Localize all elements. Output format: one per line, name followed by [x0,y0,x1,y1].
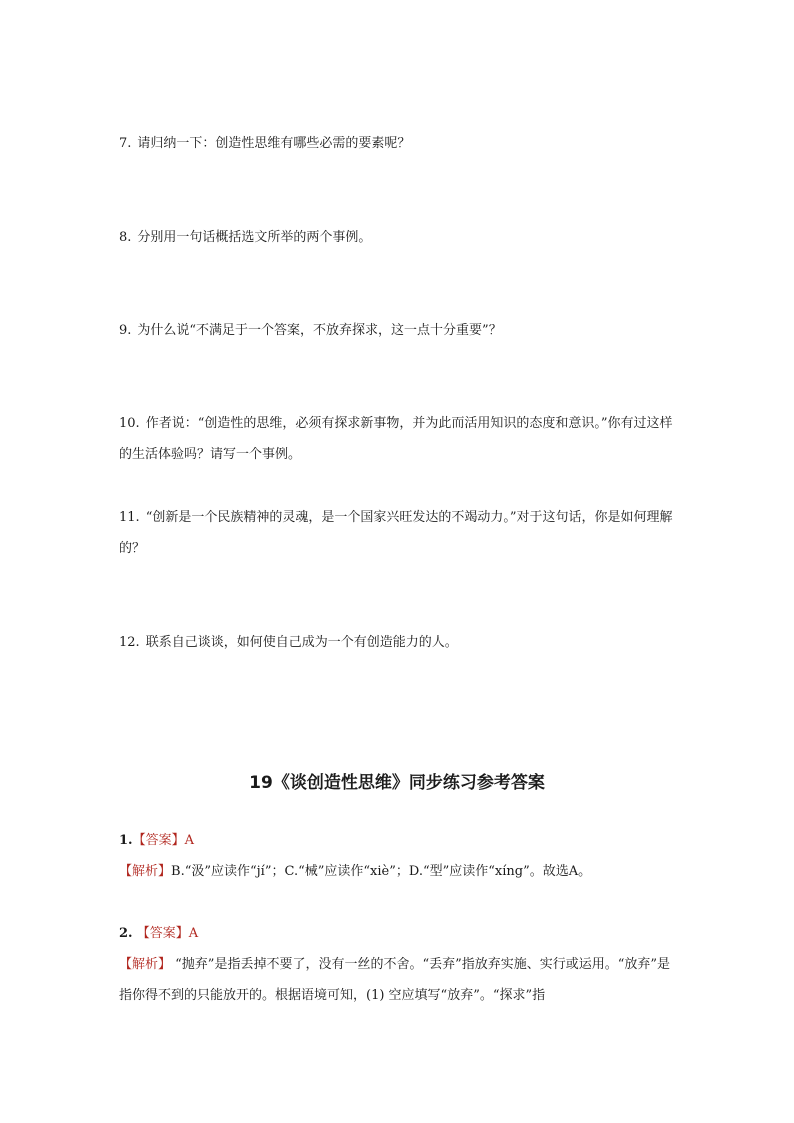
question-number: 12. [119,635,140,650]
question-7 [119,128,679,159]
question-text: 作者说：“创造性的思维，必须有探求新事物，并为此而活用知识的态度和意识。”你有过这样的生活体验吗？请写一个事例。 [119,416,673,462]
analysis-text: B.“汲”应读作“jí”；C.“械”应读作“xiè”；D.“型”应读作“xíng”。故选A。 [171,864,592,879]
analysis-label: 【解析】 [119,864,172,879]
question-number: 11. [119,510,140,525]
answer-value: A [188,926,199,941]
question-10 [119,408,679,470]
question-8 [119,222,679,253]
analysis-2 [119,949,679,1011]
question-number: 10. [119,416,140,431]
question-number: 7. [119,136,132,151]
analysis-1 [119,856,679,887]
answer-number: 1. [119,833,133,848]
question-text: 联系自己谈谈，如何使自己成为一个有创造能力的人。 [145,635,458,650]
question-text: 为什么说“不满足于一个答案，不放弃探求，这一点十分重要”？ [137,323,502,338]
question-number: 9. [119,323,132,338]
question-number: 8. [119,230,132,245]
answer-label: 【答案】 [132,833,185,848]
question-text: 分别用一句话概括选文所举的两个事例。 [137,230,372,245]
answer-number: 2. [119,926,133,941]
question-12 [119,627,679,658]
analysis-label: 【解析】 [119,957,172,972]
analysis-text: “抛弃”是指丢掉不要了，没有一丝的不舍。“丢弃”指放弃实施、实行或运用。“放弃”是指你得不到的只能放开的。根据语境可知，(1) 空应填写“放弃”。“探求”指 [119,957,671,1003]
answer-label: 【答案】 [136,926,189,941]
answer-1-line [119,825,679,856]
question-text: 请归纳一下：创造性思维有哪些必需的要素呢？ [137,136,411,151]
answer-value: A [184,833,194,848]
answer-2-line [119,918,679,949]
question-9 [119,315,679,346]
question-text: “创新是一个民族精神的灵魂，是一个国家兴旺发达的不竭动力。”对于这句话，你是如何理解的？ [119,510,673,556]
question-11 [119,502,679,564]
answers-title: 19《谈创造性思维》同步练习参考答案 [249,773,545,793]
